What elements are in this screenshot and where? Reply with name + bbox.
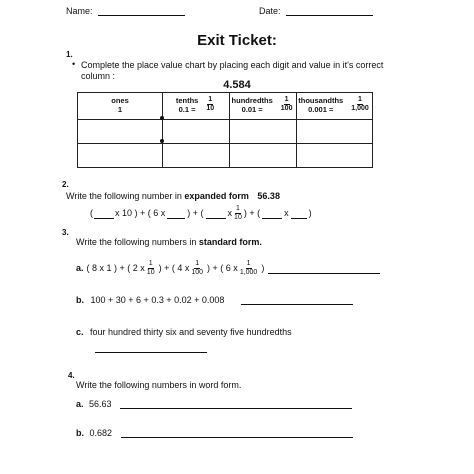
header-ones-value: 1 bbox=[117, 105, 123, 114]
answer-blank[interactable] bbox=[94, 208, 114, 219]
header-hundredths-fraction bbox=[280, 96, 294, 113]
cell-digit-ones[interactable] bbox=[78, 120, 163, 144]
decimal-point-marker bbox=[160, 139, 164, 143]
fraction-denominator: 10 bbox=[234, 213, 242, 221]
cell-value-ones[interactable] bbox=[78, 144, 163, 168]
name-field[interactable] bbox=[98, 15, 185, 16]
expr-text: x bbox=[227, 208, 233, 218]
header-thousandths-value: 0.001 = bbox=[308, 105, 334, 114]
expr-text: x 10 ) + ( 6 x bbox=[115, 208, 166, 218]
question-4-number: 4. bbox=[68, 371, 75, 380]
fraction-numerator: 1 bbox=[358, 96, 362, 103]
answer-blank[interactable] bbox=[262, 208, 282, 219]
question-1-instruction-line1: Complete the place value chart by placing each digit and value in it's correct bbox=[81, 60, 384, 70]
item-text: 100 + 30 + 6 + 0.3 + 0.02 + 0.008 bbox=[90, 295, 225, 305]
item-label: a. bbox=[76, 399, 84, 409]
expr-text: ( 8 x 1 ) + ( 2 x bbox=[86, 263, 145, 273]
prompt-number: 56.38 bbox=[257, 191, 280, 201]
answer-line-4b[interactable] bbox=[121, 437, 353, 438]
decimal-point-marker bbox=[160, 116, 164, 120]
answer-blank[interactable] bbox=[206, 208, 226, 219]
question-1-instruction-line2: column : bbox=[81, 71, 116, 81]
answer-blank[interactable] bbox=[167, 208, 185, 219]
header-thousandths-name: thousandths bbox=[298, 96, 344, 105]
question-1-bullet: • bbox=[72, 59, 76, 69]
item-text: four hundred thirty six and seventy five hundredths bbox=[90, 327, 292, 337]
expr-text: ) bbox=[308, 208, 312, 218]
question-2-expression bbox=[90, 202, 312, 224]
prompt-text: Write the following numbers in bbox=[76, 237, 199, 247]
cell-value-tenths[interactable] bbox=[163, 144, 230, 168]
header-tenths-fraction bbox=[205, 96, 215, 113]
fraction-numerator: 1 bbox=[284, 96, 289, 103]
page-title: Exit Ticket: bbox=[197, 32, 277, 49]
prompt-bold: expanded form bbox=[184, 191, 249, 201]
answer-blank[interactable] bbox=[291, 208, 307, 219]
cell-digit-thousandths[interactable] bbox=[297, 120, 373, 144]
expr-fraction bbox=[146, 260, 156, 277]
question-4a bbox=[76, 399, 352, 409]
expr-text: ( bbox=[90, 208, 93, 218]
fraction-denominator: 1,000 bbox=[351, 105, 369, 112]
name-row bbox=[66, 6, 185, 16]
item-label: b. bbox=[76, 428, 84, 438]
question-3-prompt bbox=[76, 237, 262, 247]
question-3-number: 3. bbox=[62, 228, 69, 237]
expr-text: ) + ( 6 x bbox=[207, 263, 238, 273]
header-hundredths bbox=[230, 93, 297, 120]
question-1-number: 1. bbox=[66, 50, 73, 59]
fraction-denominator: 1,000 bbox=[239, 268, 258, 276]
header-ones-name: ones bbox=[111, 96, 129, 105]
date-field[interactable] bbox=[286, 15, 373, 16]
item-text: 56.63 bbox=[89, 399, 112, 409]
fraction-numerator: 1 bbox=[195, 259, 200, 267]
expr-text: x bbox=[284, 208, 289, 218]
item-text: 0.682 bbox=[89, 428, 113, 438]
fraction-denominator: 10 bbox=[206, 105, 215, 112]
question-1-value: 4.584 bbox=[223, 79, 251, 91]
question-2-number: 2. bbox=[62, 180, 69, 189]
cell-digit-hundredths[interactable] bbox=[230, 120, 297, 144]
cell-digit-tenths[interactable] bbox=[163, 120, 230, 144]
expr-fraction bbox=[190, 260, 204, 277]
expr-text: ) + ( bbox=[187, 208, 204, 218]
header-hundredths-name: hundredths bbox=[231, 96, 273, 105]
fraction-numerator: 1 bbox=[246, 259, 251, 267]
answer-line-3b[interactable] bbox=[241, 304, 353, 305]
question-3b bbox=[76, 295, 353, 305]
header-tenths-name: tenths bbox=[175, 96, 199, 105]
fraction-denominator: 10 bbox=[146, 268, 155, 276]
name-label: Name: bbox=[66, 6, 93, 16]
item-label: c. bbox=[76, 327, 84, 337]
question-4b bbox=[76, 428, 353, 438]
prompt-bold: standard form. bbox=[198, 237, 262, 247]
question-3a bbox=[76, 257, 380, 279]
header-ones bbox=[78, 93, 163, 120]
cell-value-hundredths[interactable] bbox=[230, 144, 297, 168]
date-row bbox=[259, 6, 373, 16]
answer-line-3a[interactable] bbox=[268, 263, 380, 274]
expr-text: ) + ( bbox=[243, 208, 261, 218]
date-label: Date: bbox=[259, 6, 281, 16]
expr-fraction bbox=[239, 260, 259, 277]
item-label: a. bbox=[76, 263, 84, 273]
expr-text: ) + ( 4 x bbox=[158, 263, 190, 273]
cell-value-thousandths[interactable] bbox=[297, 144, 373, 168]
question-4-prompt: Write the following numbers in word form. bbox=[76, 380, 242, 390]
place-value-chart bbox=[77, 92, 373, 168]
expr-fraction bbox=[233, 205, 243, 222]
answer-line-4a[interactable] bbox=[120, 408, 352, 409]
fraction-numerator: 1 bbox=[148, 259, 153, 267]
fraction-denominator: 100 bbox=[191, 268, 204, 276]
item-label: b. bbox=[76, 295, 84, 305]
question-3c bbox=[76, 327, 292, 337]
fraction-numerator: 1 bbox=[235, 204, 240, 212]
question-2-prompt bbox=[66, 191, 280, 201]
header-thousandths bbox=[297, 93, 373, 120]
prompt-text: Write the following number in bbox=[66, 191, 185, 201]
header-thousandths-fraction bbox=[350, 96, 370, 113]
header-hundredths-value: 0.01 = bbox=[241, 105, 263, 114]
fraction-denominator: 100 bbox=[280, 105, 293, 112]
fraction-numerator: 1 bbox=[208, 96, 213, 103]
answer-line-3c[interactable] bbox=[95, 345, 207, 353]
header-tenths-value: 0.1 = bbox=[178, 105, 196, 114]
expr-text: ) bbox=[261, 263, 265, 273]
header-tenths bbox=[163, 93, 230, 120]
